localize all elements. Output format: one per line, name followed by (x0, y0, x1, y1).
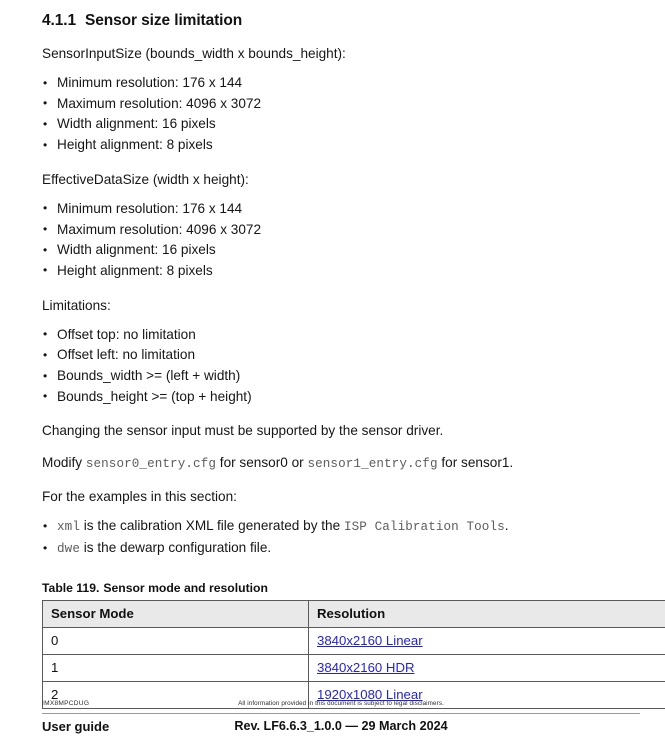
modify-config-paragraph (42, 454, 665, 473)
cell-sensor-mode: 2 (43, 681, 309, 708)
table-caption-title: Sensor mode and resolution (103, 580, 268, 595)
cell-sensor-mode: 0 (43, 627, 309, 654)
sensor1-config-code: sensor1_entry.cfg (307, 457, 438, 472)
resolution-link[interactable]: 1920x1080 Linear (317, 686, 423, 702)
list-item: • Height alignment: 8 pixels (42, 261, 665, 282)
sensor0-config-code: sensor0_entry.cfg (85, 457, 217, 472)
list-item: • Maximum resolution: 4096 x 3072 (42, 220, 665, 241)
footer-revision: Rev. LF6.6.3_1.0.0 — 29 March 2024 (234, 719, 448, 733)
xml-description-text: is the calibration XML file generated by the (79, 518, 344, 534)
modify-suffix-text: for sensor1. (437, 455, 514, 471)
driver-note-paragraph: Changing the sensor input must be supported by the sensor driver. (42, 423, 444, 439)
effective-data-size-list (42, 199, 665, 282)
list-item: • Height alignment: 8 pixels (42, 135, 665, 156)
xml-description-end: . (504, 518, 509, 534)
sensor-mode-resolution-table (42, 600, 665, 709)
section-title: Sensor size limitation (84, 12, 243, 29)
footer-document-id: IMX8MPCDUG (42, 700, 90, 707)
list-item: • Bounds_width >= (left + width) (42, 366, 665, 387)
modify-middle-text: for sensor0 or (216, 455, 308, 471)
list-item: • Maximum resolution: 4096 x 3072 (42, 94, 665, 115)
footer-bottom-row (42, 719, 640, 737)
list-item (42, 538, 665, 560)
footer-document-type: User guide (42, 719, 110, 734)
column-header-resolution: Resolution (309, 600, 665, 627)
dwe-description-text: is the dewarp configuration file. (79, 540, 272, 556)
modify-prefix-text: Modify (42, 455, 86, 471)
list-item: • Minimum resolution: 176 x 144 (42, 199, 665, 220)
list-item: • Width alignment: 16 pixels (42, 240, 665, 261)
footer-top-row (42, 700, 640, 714)
xml-code: xml (57, 520, 80, 535)
table-row (43, 654, 665, 681)
table-caption (42, 581, 665, 595)
list-item: • Width alignment: 16 pixels (42, 114, 665, 135)
limitations-list (42, 325, 665, 408)
resolution-link[interactable]: 3840x2160 Linear (317, 632, 423, 648)
cell-resolution (309, 654, 665, 681)
resolution-link[interactable]: 3840x2160 HDR (317, 659, 415, 675)
table-header-row (43, 600, 665, 627)
dwe-code: dwe (57, 542, 80, 557)
page-content (42, 12, 665, 709)
list-item: • Offset left: no limitation (42, 345, 665, 366)
isp-calibration-tools-code: ISP Calibration Tools (343, 520, 505, 535)
list-item (42, 516, 665, 538)
list-item: • Minimum resolution: 176 x 144 (42, 73, 665, 94)
cell-sensor-mode: 1 (43, 654, 309, 681)
page-footer (42, 700, 640, 737)
table-caption-number: Table 119. (42, 580, 100, 595)
list-item: • Offset top: no limitation (42, 325, 665, 346)
cell-resolution (309, 627, 665, 654)
effective-data-size-intro: EffectiveDataSize (width x height): (42, 171, 249, 187)
page-title (42, 12, 665, 30)
sensor-input-size-list (42, 73, 665, 156)
examples-intro-paragraph: For the examples in this section: (42, 489, 237, 505)
column-header-sensor-mode: Sensor Mode (43, 600, 309, 627)
sensor-input-size-intro: SensorInputSize (bounds_width x bounds_height): (42, 46, 346, 61)
table-row (43, 627, 665, 654)
examples-list (42, 516, 665, 559)
footer-legal-disclaimer: All information provided in this document is subject to legal disclaimers. (238, 700, 444, 707)
limitations-intro: Limitations: (42, 297, 111, 313)
section-number: 4.1.1 (42, 12, 76, 29)
list-item: • Bounds_height >= (top + height) (42, 387, 665, 408)
